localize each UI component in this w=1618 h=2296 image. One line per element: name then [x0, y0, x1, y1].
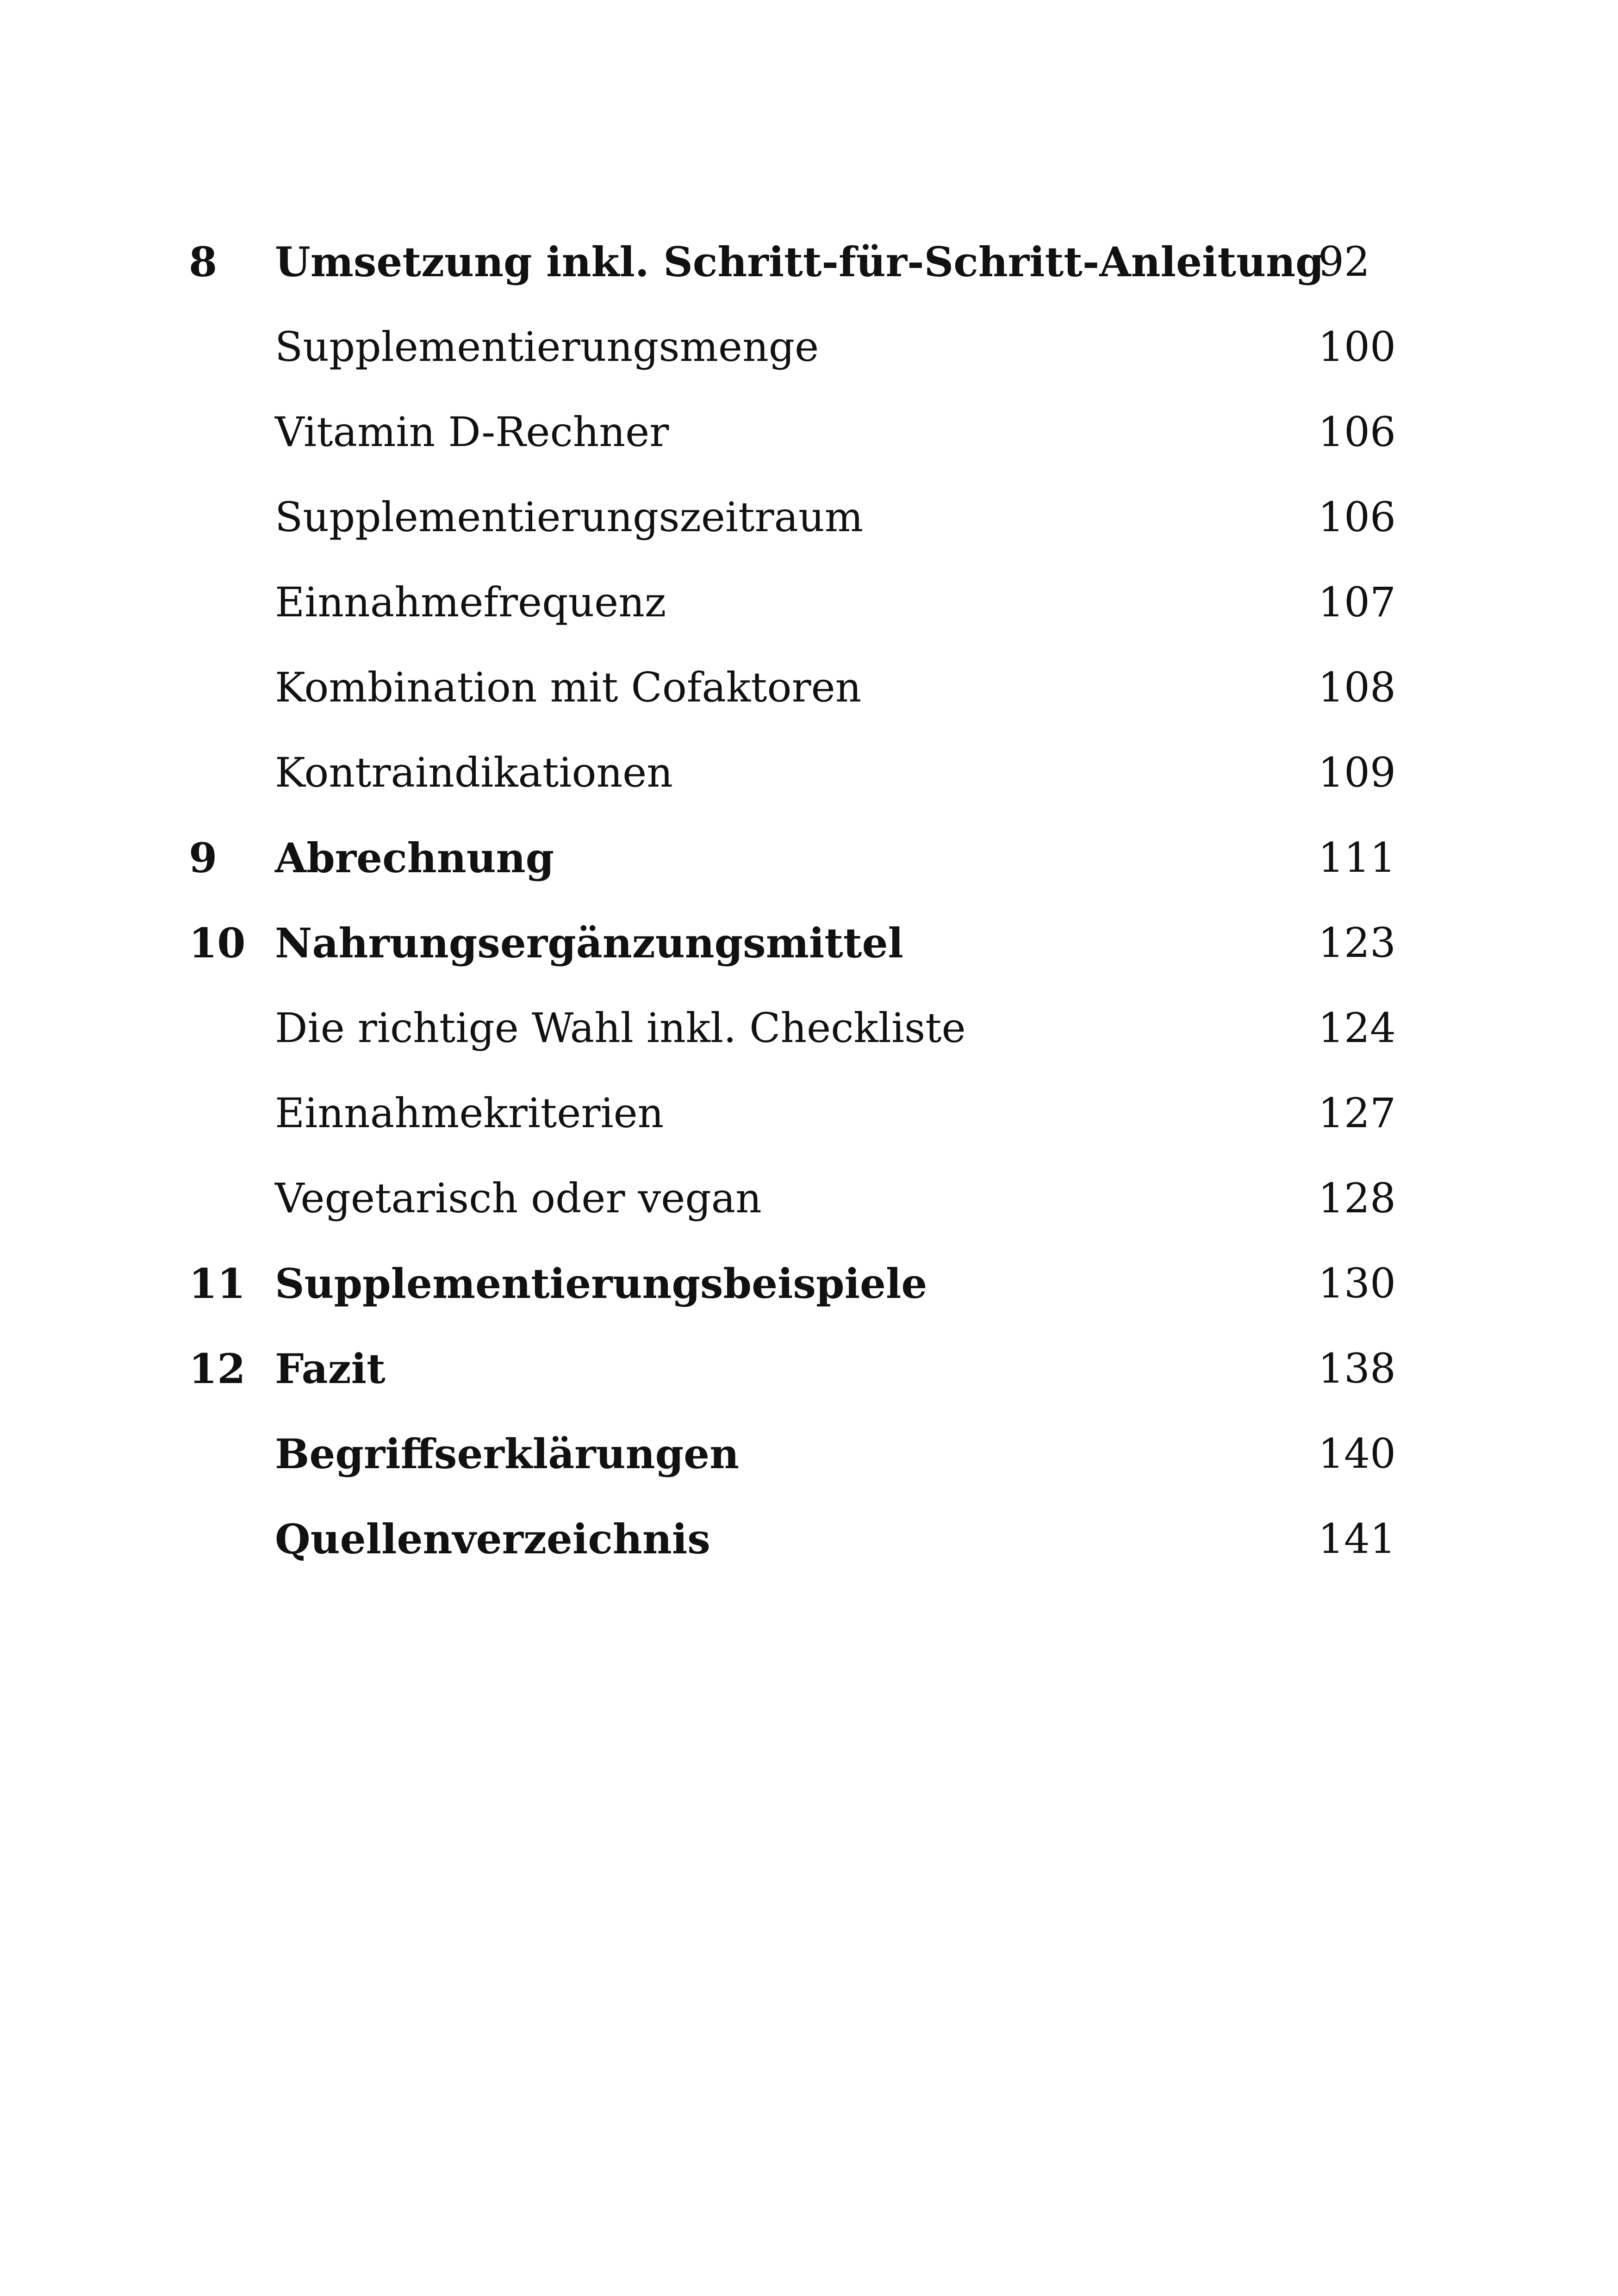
toc-entry: [0, 560, 1618, 645]
toc-entry-number: 8: [189, 238, 218, 286]
toc-entry-page: 138: [1318, 1345, 1396, 1392]
toc-entry: [0, 390, 1618, 475]
toc-entry-title: Fazit: [275, 1345, 386, 1393]
toc-entry-page: 127: [1318, 1089, 1396, 1137]
toc-entry-page: 111: [1318, 834, 1396, 881]
toc-entry: [0, 1156, 1618, 1241]
toc-entry-page: 100: [1318, 323, 1396, 371]
toc-entry-title: Die richtige Wahl inkl. Checkliste: [275, 1004, 966, 1052]
toc-entry-page: 106: [1318, 408, 1396, 456]
toc-entry: [0, 219, 1618, 304]
toc-entry: [0, 304, 1618, 390]
toc-entry-title: Supplementierungszeitraum: [275, 493, 864, 541]
toc-entry-title: Kombination mit Cofaktoren: [275, 664, 862, 711]
toc-entry-title: Quellenverzeichnis: [275, 1515, 710, 1563]
toc-entry: [0, 645, 1618, 730]
toc-entry: [0, 900, 1618, 986]
toc-entry: [0, 730, 1618, 815]
toc-entry-page: 130: [1318, 1260, 1396, 1307]
toc-entry-page: 124: [1318, 1004, 1396, 1052]
toc-entry: [0, 1411, 1618, 1496]
toc-entry-number: 10: [189, 919, 246, 967]
toc-entry-page: 108: [1318, 664, 1396, 711]
toc-entry-title: Nahrungsergänzungsmittel: [275, 919, 903, 967]
toc-entry-title: Vitamin D-Rechner: [275, 408, 669, 456]
toc-entry: [0, 475, 1618, 560]
toc-entry: [0, 1071, 1618, 1156]
toc-entry: [0, 986, 1618, 1071]
toc-entry-title: Begriffserklärungen: [275, 1430, 740, 1478]
toc-entry-title: Supplementierungsbeispiele: [275, 1260, 927, 1308]
toc-entry-page: 109: [1318, 749, 1396, 796]
toc-entry-title: Supplementierungsmenge: [275, 323, 819, 371]
toc-entry-number: 11: [189, 1260, 246, 1308]
toc-entry-page: 106: [1318, 493, 1396, 541]
toc-entry: [0, 1496, 1618, 1582]
toc-entry-page: 92: [1318, 238, 1370, 285]
toc-entry-page: 128: [1318, 1174, 1396, 1222]
toc-entry: [0, 1326, 1618, 1411]
toc-entry-title: Einnahmekriterien: [275, 1089, 664, 1137]
toc-entry: [0, 815, 1618, 900]
toc-entry-number: 12: [189, 1345, 246, 1393]
toc-entry-page: 107: [1318, 578, 1396, 626]
toc-entry-number: 9: [189, 834, 218, 882]
toc-entry: [0, 1241, 1618, 1326]
toc-entry-title: Vegetarisch oder vegan: [275, 1174, 762, 1222]
toc-entry-page: 140: [1318, 1430, 1396, 1477]
toc-entry-title: Abrechnung: [275, 834, 554, 882]
toc-entry-title: Umsetzung inkl. Schritt-für-Schritt-Anleitung: [275, 238, 1324, 286]
toc-entry-title: Einnahmefrequenz: [275, 578, 666, 626]
toc-entry-page: 123: [1318, 919, 1396, 967]
toc-entry-page: 141: [1318, 1515, 1396, 1563]
toc-entry-title: Kontraindikationen: [275, 749, 673, 796]
